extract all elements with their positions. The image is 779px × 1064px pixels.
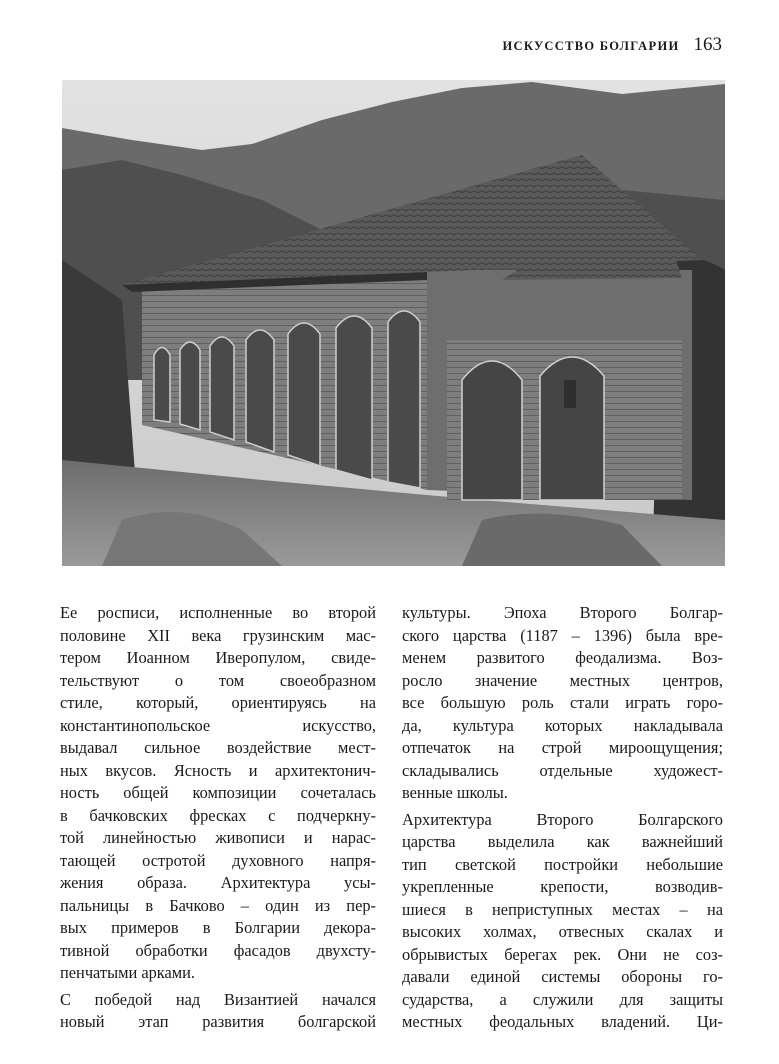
text-line: складывались отдельные художест- xyxy=(402,760,723,780)
text-line: выдавал сильное воздействие мест- xyxy=(60,738,376,757)
text-line: тающей остротой духовного напря- xyxy=(60,850,376,870)
text-line: все большую роль стали играть горо- xyxy=(402,693,723,712)
text-line: в бачковских фресках с подчеркну- xyxy=(60,805,376,825)
text-line: давали единой системы обороны го- xyxy=(402,967,723,986)
text-line: шиеся в неприступных местах – на xyxy=(402,899,723,919)
text-line: тип светской постройки небольшие xyxy=(402,854,723,874)
page-number: 163 xyxy=(693,34,722,55)
text-line: константинопольское искусство, xyxy=(60,715,376,735)
text-line: ность общей композиции сочеталась xyxy=(60,783,376,802)
paragraph xyxy=(60,989,376,1034)
paragraph xyxy=(60,602,376,985)
text-line: пенчатыми арками. xyxy=(60,963,196,982)
text-line: венные школы. xyxy=(402,783,508,802)
text-line: укрепленные крепости, возводив- xyxy=(402,877,723,896)
text-line: царства выделила как важнейший xyxy=(402,832,723,851)
text-line: ных вкусов. Ясность и архитектонич- xyxy=(60,760,376,780)
paragraph xyxy=(402,809,723,1034)
text-line: ского царства (1187 – 1396) была вре- xyxy=(402,625,723,645)
text-line: Ее росписи, исполненные во второй xyxy=(60,603,376,622)
text-line: тельствуют о том своеобразном xyxy=(60,670,376,690)
church-photo xyxy=(62,80,725,566)
text-line: той линейностью живописи и нарас- xyxy=(60,828,376,847)
running-title: ИСКУССТВО БОЛГАРИИ xyxy=(502,39,680,53)
text-line: Архитектура Второго Болгарского xyxy=(402,809,723,829)
text-line: росло значение местных центров, xyxy=(402,670,723,690)
text-line: жения образа. Архитектура усы- xyxy=(60,873,376,892)
text-line: С победой над Византией начался xyxy=(60,989,376,1009)
text-line: стиле, который, ориентируясь на xyxy=(60,693,376,712)
text-line: менем развитого феодализма. Воз- xyxy=(402,648,723,667)
text-line: пальницы в Бачково – один из пер- xyxy=(60,895,376,915)
text-line: обрывистых берегах рек. Они не соз- xyxy=(402,944,723,964)
text-line: сударства, а служили для защиты xyxy=(402,989,723,1009)
right-text-column xyxy=(402,602,723,1038)
text-line: да, культура которых накладывала xyxy=(402,715,723,735)
paragraph xyxy=(402,602,723,805)
text-line: отпечаток на строй мироощущения; xyxy=(402,738,723,757)
text-line: половине XII века грузинским мас- xyxy=(60,625,376,645)
church-photo-icon xyxy=(62,80,725,566)
left-text-column xyxy=(60,602,376,1038)
text-line: культуры. Эпоха Второго Болгар- xyxy=(402,603,723,622)
running-head xyxy=(502,34,722,56)
text-line: высоких холмах, отвесных скалах и xyxy=(402,922,723,941)
text-line: местных феодальных владений. Ци- xyxy=(402,1012,723,1031)
text-line: тивной обработки фасадов двухсту- xyxy=(60,940,376,960)
text-line: тером Иоанном Иверопулом, свиде- xyxy=(60,648,376,667)
text-line: новый этап развития болгарской xyxy=(60,1012,376,1031)
text-line: вых примеров в Болгарии декора- xyxy=(60,918,376,937)
